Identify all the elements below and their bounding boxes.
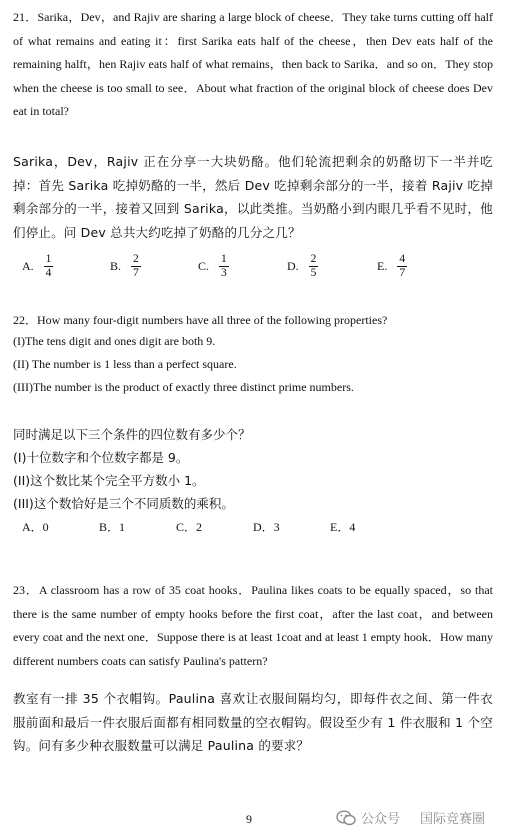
q22-property-1: (I)The tens digit and ones digit are both 9.: [13, 334, 216, 348]
q21-chinese-text: Sarika，Dev，Rajiv 正在分享一大块奶酪。他们轮流把剩余的奶酪切下一半并吃掉：首先 Sarika 吃掉奶酪的一半，然后 Dev 吃掉剩余部分的一半，接着 Rajiv 吃掉剩余部分的一半，接着又回到 Sarika，以此类推。当奶酪小到内眼几乎看不见时，他们停止。问 Dev 总共大约吃掉了奶酪的几分之几？: [13, 154, 493, 240]
q22-property-3: (III)The number is the product of exactly three distinct prime numbers.: [13, 380, 354, 394]
q21-option-a: [22, 253, 110, 280]
q21-option-e: [377, 253, 407, 280]
q22-options: [22, 518, 407, 535]
q22-option-e: E．4: [330, 520, 356, 534]
fraction-denominator: 5: [310, 267, 317, 279]
q22-option-d: D．3: [253, 520, 280, 534]
watermark: [336, 808, 485, 827]
option-letter: B.: [110, 259, 122, 273]
q23-english-text: 23．A classroom has a row of 35 coat hooks．Paulina likes coats to be equally spaced，so that there is the same number of empty hooks before the first coat，after the last coat，and between every coat and the next one．Suppose there is at least 1coat and at least 1 empty hook．How many different numbers coats can satisfy Paulina's pattern?: [13, 583, 493, 668]
watermark-account-name: 国际竞赛圈: [420, 812, 486, 827]
wechat-icon: [336, 810, 356, 826]
q22-option-c: C．2: [176, 520, 203, 534]
q21-options: [22, 253, 407, 280]
option-letter: D.: [287, 259, 299, 273]
fraction-denominator: 4: [45, 267, 52, 279]
q22-chinese-property-3: (III)这个数恰好是三个不同质数的乘积。: [13, 496, 234, 511]
q22-option-a: A．0: [22, 520, 49, 534]
q22-property-2: (II) The number is 1 less than a perfect square.: [13, 357, 237, 371]
q21-option-d: [287, 253, 377, 280]
page-number: 9: [246, 812, 252, 826]
watermark-account-label: 公众号: [361, 812, 401, 827]
q21-option-c: [198, 253, 287, 280]
fraction-denominator: 7: [399, 267, 406, 279]
option-fraction: [219, 253, 229, 280]
q22-chinese-property-2: (II)这个数比某个完全平方数小 1。: [13, 473, 205, 488]
q21-english-text: 21．Sarika，Dev，and Rajiv are sharing a large block of cheese．They take turns cutting off half of what remains and eating it：first Sarika eats half of the cheese，then Dev eats half of the remaining halft，hen Rajiv eats half of what remains，then back to Sarika．and so on．They stop when the cheese is too small to see．About what fraction of the original block of cheese does Dev eat in total?: [13, 10, 493, 118]
q22-chinese-property-1: (I)十位数字和个位数字都是 9。: [13, 450, 189, 465]
option-fraction: [309, 253, 319, 280]
q22-option-b: B．1: [99, 520, 126, 534]
fraction-denominator: 7: [133, 267, 139, 279]
option-fraction: [44, 253, 54, 280]
option-letter: A.: [22, 259, 34, 273]
option-fraction: [131, 253, 141, 280]
fraction-denominator: 3: [221, 267, 227, 279]
option-letter: C.: [198, 259, 210, 273]
option-fraction: [397, 253, 407, 280]
option-letter: E.: [377, 259, 388, 273]
fraction-numerator: 4: [399, 253, 406, 265]
q22-chinese-question: 同时满足以下三个条件的四位数有多少个？: [13, 427, 251, 442]
q22-question-line: 22．How many four-digit numbers have all three of the following properties?: [13, 313, 388, 327]
fraction-numerator: 1: [221, 253, 227, 265]
fraction-numerator: 2: [310, 253, 317, 265]
q23-chinese-text: 教室有一排 35 个衣帽钩。Paulina 喜欢让衣服间隔均匀，即每件衣之间、第一件衣服前面和最后一件衣服后面都有相同数量的空衣帽钩。假设至少有 1 件衣服和 1 个空钩。问有多少种衣服数量可以满足 Paulina 的要求？: [13, 691, 493, 753]
fraction-numerator: 2: [133, 253, 139, 265]
fraction-numerator: 1: [45, 253, 52, 265]
q21-option-b: [110, 253, 198, 280]
